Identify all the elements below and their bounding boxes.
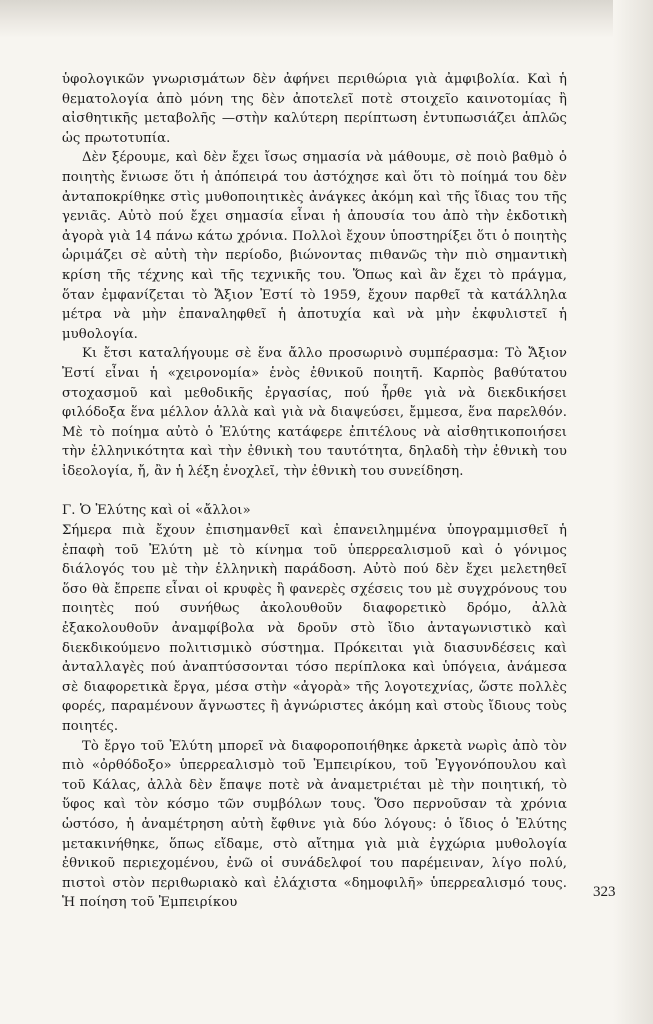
scan-shadow-top [0,0,653,38]
paragraph-3: Κι ἔτσι καταλήγουμε σὲ ἕνα ἄλλο προσωρινὸ συμπέρασμα: Τὸ Ἄξιον Ἐστί εἶναι ἡ «χειρονομία» ἑνὸς ἐθνικοῦ ποιητῆ. Καρπὸς βαθύτατου στοχασμοῦ καὶ μεθοδικῆς ἐργασίας, πού ἦρθε γιὰ νὰ διεκδικήσει φιλόδοξα ἕνα μέλλον ἀλλὰ καὶ γιὰ νὰ διαψεύσει, ἔμμεσα, ἕνα παρελθόν. Μὲ τὸ ποίημα αὐτὸ ὁ Ἐλύτης κατάφερε ἐπιτέλους νὰ αἰσθητικοποιήσει τὴν ἑλληνικότητα καὶ τὴν ἐθνικὴ του ταυτότητα, δηλαδὴ τὴν ἐθνικὴ του ἰδεολογία, ἤ, ἂν ἡ λέξη ἐνοχλεῖ, τὴν ἐθνικὴ του συνείδηση. [62,346,567,479]
paragraph-1: ὑφολογικῶν γνωρισμάτων δὲν ἀφήνει περιθώρια γιὰ ἀμφιβολία. Καὶ ἡ θεματολογία ἀπὸ μόνη της δὲν ἀποτελεῖ ποτὲ στοιχεῖο καινοτομίας ἢ αἰσθητικῆς μεταβολῆς —στὴν καλύτερη περίπτωση ἐντυπωσιάζει ἁπλῶς ὡς πρωτοτυπία. [62,72,567,146]
section-heading: Γ. Ὁ Ἐλύτης καὶ οἱ «ἄλλοι» [62,503,251,519]
section-spacer [62,481,567,501]
page-number: 323 [593,884,616,900]
body-text [62,70,567,913]
section-paragraph-2: Τὸ ἔργο τοῦ Ἐλύτη μπορεῖ νὰ διαφοροποιήθηκε ἀρκετὰ νωρὶς ἀπὸ τὸν πιὸ «ὀρθόδοξο» ὑπερρεαλισμὸ τοῦ Ἐμπειρίκου, τοῦ Ἐγγονόπουλου καὶ τοῦ Κάλας, ἀλλὰ δὲν ἔπαψε ποτὲ νὰ ἀναμετριέται μὲ τὴν ποιητική, τὸ ὕφος καὶ τὸν κόσμο τῶν συμβόλων τους. Ὅσο περνοῦσαν τὰ χρόνια ὡστόσο, ἡ ἀναμέτρηση αὐτὴ ἔφθινε γιὰ δύο λόγους: ὁ ἴδιος ὁ Ἐλύτης μετακινήθηκε, ὅπως εἴδαμε, στὸ αἴτημα γιὰ μιὰ ἐγχώρια μυθολογία ἐθνικοῦ περιεχομένου, ἐνῶ οἱ συνάδελφοί του παρέμειναν, λίγο πολύ, πιστοὶ στὸν περιθωριακὸ καὶ ἐλάχιστα «δημοφιλῆ» ὑπερρεαλισμό τους. Ἡ ποίηση τοῦ Ἐμπειρίκου [62,738,567,911]
paragraph-2: Δὲν ξέρουμε, καὶ δὲν ἔχει ἴσως σημασία νὰ μάθουμε, σὲ ποιὸ βαθμὸ ὁ ποιητὴς ἔνιωσε ὅτι ἡ ἀπόπειρά του ἀστόχησε καὶ ὅτι τὸ ποίημά του δὲν ἀνταποκρίθηκε στὶς μυθοποιητικὲς ἀνάγκες ἀκόμη καὶ τῆς ἴδιας του τῆς γενιᾶς. Αὐτὸ πού ἔχει σημασία εἶναι ἡ ἀπουσία του ἀπὸ τὴν ἐκδοτικὴ ἀγορὰ γιὰ 14 πάνω κάτω χρόνια. Πολλοὶ ἔχουν ὑποστηρίξει ὅτι ὁ ποιητὴς ὡριμάζει σὲ αὐτὴ τὴν περίοδο, βιώνοντας πιθανῶς τὴν πιὸ σημαντικὴ κρίση τῆς τέχνης καὶ τῆς τεχνικῆς του. Ὅπως καὶ ἂν ἔχει τὸ πράγμα, ὅταν ἐμφανίζεται τὸ Ἄξιον Ἐστί τὸ 1959, ἔχουν παρθεῖ τὰ κατάλληλα μέτρα νὰ μὴν ἐπαναληφθεῖ ἡ ἀποτυχία καὶ νὰ μὴν ἐκφυλιστεῖ ἡ μυθολογία. [62,150,567,342]
section-paragraph-1: Σήμερα πιὰ ἔχουν ἐπισημανθεῖ καὶ ἐπανειλημμένα ὑπογραμμισθεῖ ἡ ἐπαφὴ τοῦ Ἐλύτη μὲ τὸ κίνημα τοῦ ὑπερρεαλισμοῦ καὶ ὁ γόνιμος διάλογός του μὲ τὴν ἑλληνικὴ παράδοση. Αὐτὸ πού δὲν ἔχει μελετηθεῖ ὅσο θὰ ἔπρεπε εἶναι οἱ κρυφὲς ἢ φανερὲς σχέσεις του μὲ συγχρόνους του ποιητὲς πού συνήθως ἀκολουθοῦν διαφορετικὸ δρόμο, ἀλλὰ ἐξακολουθοῦν ἀναμφίβολα νὰ δροῦν στὸ ἴδιο ἀνταγωνιστικὸ καὶ διεκδικούμενο πολιτισμικὸ σύστημα. Πρόκειται γιὰ διασυνδέσεις καὶ ἀνταλλαγὲς πού ἀναπτύσσονται τόσο περίπλοκα καὶ ὑπόγεια, ἀνάμεσα σὲ διαφορετικὰ ἔργα, μέσα στὴν «ἀγορὰ» τῆς λογοτεχνίας, ὥστε πολλὲς φορές, παραμένουν ἄγνωστες ἢ ἀγνώριστες ἀκόμη καὶ στοὺς ἴδιους τοὺς ποιητές. [62,523,567,734]
scan-shadow-right [613,0,653,1024]
